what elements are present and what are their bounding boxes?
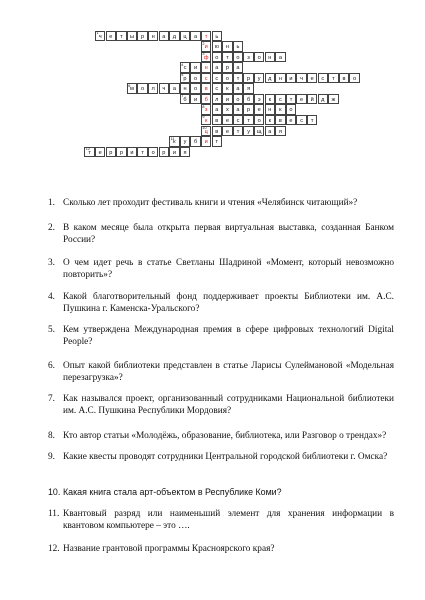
- crossword-letter: т: [215, 139, 219, 145]
- crossword-cell: [275, 73, 286, 84]
- crossword-letter: е: [300, 96, 304, 103]
- crossword-letter: б: [193, 139, 198, 145]
- crossword-cell: [180, 73, 191, 84]
- crossword-letter: ц: [183, 33, 187, 40]
- crossword-letter: р: [247, 75, 251, 82]
- question-text: О чем идет речь в статье Светланы Шадриной «Момент, который невозможно повторить»?: [63, 258, 394, 280]
- crossword-cell: [233, 52, 244, 63]
- crossword-letter: в: [204, 86, 208, 93]
- crossword-letter: х: [225, 107, 229, 114]
- crossword-cell: [180, 136, 191, 147]
- crossword-cell: [212, 104, 223, 115]
- crossword-cell: [127, 147, 138, 158]
- question-number: 8.: [48, 431, 55, 441]
- crossword-cell: [180, 147, 191, 158]
- question-number: 11.: [48, 509, 60, 519]
- crossword-letter: в: [342, 75, 346, 82]
- crossword-letter: о: [194, 86, 198, 93]
- crossword-letter: т: [88, 149, 91, 156]
- question-number: 2.: [48, 223, 55, 233]
- crossword-cell: [339, 73, 350, 84]
- crossword-cell: [286, 94, 297, 105]
- question-text: Сколько лет проходит фестиваль книги и чтения «Челябинск читающий»?: [63, 198, 358, 208]
- crossword-cell: [222, 62, 233, 73]
- crossword-letter: т: [247, 117, 250, 124]
- question-item: [48, 258, 394, 281]
- crossword-letter: с: [236, 117, 240, 124]
- crossword-cell: [212, 83, 223, 94]
- crossword-letter: с: [183, 65, 187, 72]
- crossword-letter: д: [268, 75, 272, 82]
- crossword-cell: [169, 147, 180, 158]
- crossword-cell: [243, 73, 254, 84]
- question-number: 10.: [48, 487, 61, 497]
- crossword-cell: [148, 31, 159, 42]
- question-text: Квантовый разряд или наименьший элемент для хранения информации в квантовом компьютере – это ….: [63, 509, 394, 531]
- crossword-letter: а: [215, 65, 219, 72]
- crossword-letter: е: [225, 128, 229, 135]
- crossword-letter: й: [310, 96, 314, 103]
- crossword-letter: в: [215, 117, 219, 124]
- crossword-letter: о: [289, 107, 293, 114]
- crossword-letter: у: [247, 128, 250, 135]
- crossword-letter: а: [172, 86, 176, 93]
- crossword-letter: р: [183, 75, 187, 82]
- crossword-letter: я: [183, 149, 187, 156]
- crossword-letter: к: [268, 117, 272, 124]
- crossword-letter: о: [225, 75, 229, 82]
- crossword-letter: е: [310, 75, 314, 82]
- crossword-clue-number: 2: [202, 41, 205, 46]
- crossword-cell: [212, 94, 223, 105]
- crossword-cell: [265, 94, 276, 105]
- crossword-cell: [233, 104, 244, 115]
- crossword-cell: [243, 126, 254, 137]
- crossword-cell: [265, 73, 276, 84]
- crossword-cell: [233, 62, 244, 73]
- crossword-cell: [190, 31, 201, 42]
- crossword-cell: [254, 104, 265, 115]
- crossword-letter: и: [204, 44, 208, 50]
- question-number: 12.: [48, 544, 60, 554]
- crossword-cell: [137, 31, 148, 42]
- crossword-cell: [222, 104, 233, 115]
- crossword-cell: [169, 136, 180, 147]
- crossword-cell: [201, 115, 212, 126]
- crossword-letter: о: [141, 86, 145, 93]
- crossword-letter: в: [215, 128, 219, 135]
- crossword-clue-number: 1: [96, 31, 99, 35]
- crossword-letter: а: [162, 33, 166, 40]
- crossword-letter: л: [215, 96, 219, 103]
- crossword-cell: [275, 52, 286, 63]
- crossword-letter: с: [278, 96, 282, 103]
- crossword-cell: [222, 115, 233, 126]
- crossword-letter: р: [109, 149, 113, 156]
- question-item: [48, 223, 394, 246]
- crossword-letter: т: [289, 96, 293, 103]
- crossword-letter: ю: [214, 44, 219, 50]
- crossword-cell: [307, 94, 318, 105]
- crossword-cell: [106, 147, 117, 158]
- crossword-letter: б: [204, 96, 208, 103]
- crossword-cell: [201, 31, 212, 42]
- question-item: [48, 325, 394, 348]
- crossword-letter: а: [278, 54, 282, 61]
- crossword-letter: к: [268, 96, 272, 103]
- crossword-clue-number: 4: [181, 62, 184, 67]
- crossword-letter: о: [353, 75, 357, 82]
- crossword-clue-number: 8: [202, 104, 205, 109]
- crossword-cell: [95, 31, 106, 42]
- crossword-cell: [254, 115, 265, 126]
- crossword-cell: [95, 147, 106, 158]
- crossword-cell: [265, 104, 276, 115]
- question-number: 9.: [48, 452, 55, 462]
- crossword-letter: т: [236, 128, 240, 135]
- crossword-cell: [296, 73, 307, 84]
- crossword-letter: р: [225, 65, 229, 72]
- crossword-letter: к: [204, 117, 208, 124]
- crossword-cell: [137, 147, 148, 158]
- crossword-letter: ь: [236, 44, 240, 50]
- crossword-cell: [148, 147, 159, 158]
- crossword-letter: р: [247, 107, 251, 114]
- crossword-letter: с: [321, 75, 325, 82]
- crossword-cell: [222, 41, 233, 52]
- question-number: 1.: [48, 198, 55, 208]
- crossword-letter: о: [257, 117, 261, 124]
- crossword-cell: [222, 94, 233, 105]
- crossword-letter: т: [226, 54, 229, 61]
- crossword-grid: [0, 0, 425, 175]
- crossword-letter: б: [183, 96, 187, 103]
- crossword-cell: [349, 73, 360, 84]
- question-number: 7.: [48, 394, 55, 404]
- crossword-cell: [243, 115, 254, 126]
- question-item: [48, 394, 394, 417]
- crossword-cell: [222, 52, 233, 63]
- crossword-cell: [212, 31, 223, 42]
- crossword-cell: [180, 94, 191, 105]
- crossword-cell: [233, 94, 244, 105]
- crossword-letter: е: [225, 117, 229, 124]
- crossword-cell: [148, 83, 159, 94]
- crossword-letter: а: [194, 33, 198, 40]
- crossword-cell: [265, 126, 276, 137]
- crossword-cell: [275, 104, 286, 115]
- crossword-letter: ч: [162, 86, 166, 93]
- crossword-clue-number: 5: [181, 73, 184, 78]
- crossword-letter: е: [98, 149, 102, 156]
- question-text: Кем утверждена Международная премия в сфере цифровых технологий Digital People?: [63, 325, 394, 347]
- crossword-letter: ф: [203, 54, 209, 61]
- crossword-cell: [296, 115, 307, 126]
- crossword-letter: о: [194, 75, 198, 82]
- crossword-cell: [275, 115, 286, 126]
- crossword-letter: у: [183, 139, 187, 145]
- crossword-cell: [137, 83, 148, 94]
- crossword-cell: [180, 62, 191, 73]
- crossword-cell: [318, 94, 329, 105]
- crossword-letter: с: [215, 75, 219, 82]
- question-number: 3.: [48, 258, 55, 268]
- crossword-letter: я: [247, 86, 251, 93]
- crossword-cell: [159, 147, 170, 158]
- crossword-letter: а: [215, 107, 219, 114]
- crossword-cell: [286, 73, 297, 84]
- crossword-letter: о: [215, 54, 219, 61]
- crossword-cell: [254, 126, 265, 137]
- crossword-letter: ь: [215, 33, 219, 40]
- crossword-cell: [201, 41, 212, 52]
- question-text: Кто автор статьи «Молодёжь, образование, библиотека, или Разговор о трендах»?: [63, 431, 387, 441]
- crossword-letter: д: [321, 96, 325, 103]
- question-text: Опыт какой библиотеки представлен в статье Ларисы Сулеймановой «Модельная перезагрузка»?: [63, 361, 394, 383]
- question-item: [48, 452, 394, 464]
- crossword-clue-number: 10: [202, 126, 207, 130]
- crossword-cell: [275, 94, 286, 105]
- crossword-cell: [212, 115, 223, 126]
- crossword-letter: о: [236, 96, 240, 103]
- crossword-cell: [286, 115, 297, 126]
- crossword-letter: н: [268, 54, 272, 61]
- crossword-letter: к: [173, 139, 176, 145]
- question-text: Какая книга стала арт-объектом в Республике Коми?: [63, 487, 282, 497]
- crossword-cell: [307, 73, 318, 84]
- question-text: Как назывался проект, организованный сотрудниками Национальной библиотеки им. А.С. Пушкина Республики Мордовия?: [63, 394, 394, 416]
- crossword-cell: [212, 73, 223, 84]
- crossword-clue-number: 9: [202, 115, 205, 120]
- crossword-letter: и: [194, 65, 198, 72]
- question-item: [48, 509, 394, 532]
- crossword-letter: щ: [256, 128, 262, 135]
- crossword-letter: о: [257, 54, 261, 61]
- crossword-letter: т: [310, 117, 314, 124]
- crossword-cell: [127, 83, 138, 94]
- crossword-letter: я: [278, 128, 282, 135]
- question-item: [48, 431, 394, 443]
- crossword-letter: ц: [204, 128, 208, 135]
- question-text: В каком месяце была открыта первая виртуальная выставка, созданная Банком России?: [63, 223, 394, 245]
- crossword-letter: е: [109, 33, 113, 40]
- crossword-cell: [201, 104, 212, 115]
- crossword-cell: [201, 94, 212, 105]
- question-number: 4.: [48, 292, 55, 302]
- crossword-letter: т: [120, 33, 123, 40]
- crossword-letter: т: [236, 75, 240, 82]
- crossword-clue-number: 12: [85, 147, 91, 152]
- crossword-letter: ж: [331, 96, 336, 103]
- crossword-letter: р: [141, 33, 145, 40]
- crossword-cell: [180, 31, 191, 42]
- crossword-cell: [212, 52, 223, 63]
- crossword-letter: ч: [98, 33, 102, 40]
- crossword-cell: [190, 73, 201, 84]
- crossword-cell: [127, 31, 138, 42]
- crossword-letter: д: [172, 33, 177, 40]
- crossword-cell: [222, 83, 233, 94]
- crossword-letter: н: [204, 65, 208, 72]
- question-text: Какие квесты проводят сотрудники Центральной городской библиотеки г. Омска?: [63, 452, 388, 462]
- crossword-letter: е: [289, 117, 293, 124]
- crossword-letter: и: [289, 75, 293, 82]
- crossword-cell: [296, 94, 307, 105]
- crossword-cell: [307, 115, 318, 126]
- crossword-cell: [190, 62, 201, 73]
- crossword-cell: [233, 41, 244, 52]
- crossword-clue-number: 3: [202, 52, 205, 57]
- crossword-cell: [318, 73, 329, 84]
- question-number: 5.: [48, 325, 55, 335]
- crossword-letter: а: [236, 107, 240, 114]
- crossword-cell: [233, 115, 244, 126]
- crossword-clue-number: 7: [181, 94, 184, 99]
- crossword-letter: т: [332, 75, 335, 82]
- crossword-cell: [328, 73, 339, 84]
- crossword-letter: а: [268, 128, 272, 135]
- crossword-letter: е: [257, 107, 261, 114]
- crossword-cell: [190, 83, 201, 94]
- crossword-cell: [212, 41, 223, 52]
- crossword-letter: з: [247, 54, 250, 61]
- crossword-letter: б: [246, 96, 251, 103]
- crossword-cell: [180, 83, 191, 94]
- crossword-letter: р: [119, 149, 123, 156]
- crossword-letter: ч: [300, 75, 304, 82]
- crossword-letter: н: [225, 44, 229, 50]
- crossword-letter: с: [300, 117, 303, 124]
- crossword-letter: н: [183, 86, 187, 93]
- question-text: Какой благотворительный фонд поддерживает проекты Библиотеки им. А.С. Пушкина г. Каменска-Уральского?: [63, 292, 394, 314]
- crossword-cell: [254, 73, 265, 84]
- crossword-letter: и: [204, 139, 208, 145]
- crossword-cell: [159, 83, 170, 94]
- crossword-letter: с: [204, 75, 208, 82]
- crossword-letter: а: [236, 65, 240, 72]
- crossword-cell: [254, 94, 265, 105]
- crossword-letter: с: [215, 86, 219, 93]
- crossword-letter: ы: [129, 33, 134, 40]
- crossword-clue-number: 6: [128, 83, 131, 88]
- crossword-letter: з: [204, 107, 208, 114]
- question-item: [48, 544, 394, 556]
- crossword-letter: э: [257, 96, 261, 103]
- crossword-cell: [201, 62, 212, 73]
- question-item: [48, 487, 394, 499]
- crossword-cell: [275, 126, 286, 137]
- question-item: [48, 198, 394, 210]
- crossword-cell: [233, 126, 244, 137]
- crossword-cell: [201, 52, 212, 63]
- question-text: Название грантовой программы Красноярского края?: [63, 544, 275, 554]
- crossword-cell: [190, 94, 201, 105]
- crossword-cell: [201, 136, 212, 147]
- crossword-letter: о: [236, 54, 240, 61]
- question-item: [48, 292, 394, 315]
- crossword-letter: и: [194, 96, 198, 103]
- crossword-letter: а: [236, 86, 240, 93]
- crossword-cell: [169, 83, 180, 94]
- crossword-cell: [190, 136, 201, 147]
- crossword-cell: [116, 147, 127, 158]
- question-item: [48, 361, 394, 384]
- crossword-letter: н: [268, 107, 272, 114]
- crossword-letter: у: [257, 75, 261, 82]
- question-number: 6.: [48, 361, 55, 371]
- crossword-cell: [286, 104, 297, 115]
- crossword-cell: [328, 94, 339, 105]
- crossword-cell: [212, 126, 223, 137]
- crossword-letter: к: [279, 107, 282, 114]
- crossword-letter: л: [151, 86, 155, 93]
- crossword-letter: т: [204, 33, 208, 40]
- crossword-cell: [233, 83, 244, 94]
- crossword-cell: [233, 73, 244, 84]
- crossword-letter: к: [226, 86, 229, 93]
- crossword-cell: [222, 73, 233, 84]
- crossword-cell: [243, 94, 254, 105]
- crossword-letter: р: [162, 149, 166, 156]
- crossword-cell: [84, 147, 95, 158]
- crossword-cell: [159, 31, 170, 42]
- crossword-letter: в: [278, 117, 282, 124]
- crossword-cell: [106, 31, 117, 42]
- crossword-cell: [254, 52, 265, 63]
- crossword-cell: [243, 52, 254, 63]
- crossword-cell: [222, 126, 233, 137]
- crossword-cell: [116, 31, 127, 42]
- crossword-clue-number: 11: [170, 136, 175, 141]
- crossword-letter: и: [130, 149, 134, 156]
- crossword-cell: [169, 31, 180, 42]
- crossword-cell: [265, 115, 276, 126]
- crossword-letter: о: [151, 149, 155, 156]
- crossword-cell: [201, 126, 212, 137]
- crossword-letter: т: [141, 149, 144, 156]
- crossword-cell: [201, 73, 212, 84]
- crossword-cell: [201, 83, 212, 94]
- crossword-letter: н: [278, 75, 282, 82]
- crossword-cell: [243, 83, 254, 94]
- crossword-letter: м: [130, 86, 134, 93]
- crossword-letter: и: [172, 149, 176, 156]
- crossword-cell: [212, 62, 223, 73]
- crossword-cell: [243, 104, 254, 115]
- crossword-cell: [212, 136, 223, 147]
- crossword-letter: н: [151, 33, 155, 40]
- crossword-cell: [265, 52, 276, 63]
- crossword-letter: и: [225, 96, 229, 103]
